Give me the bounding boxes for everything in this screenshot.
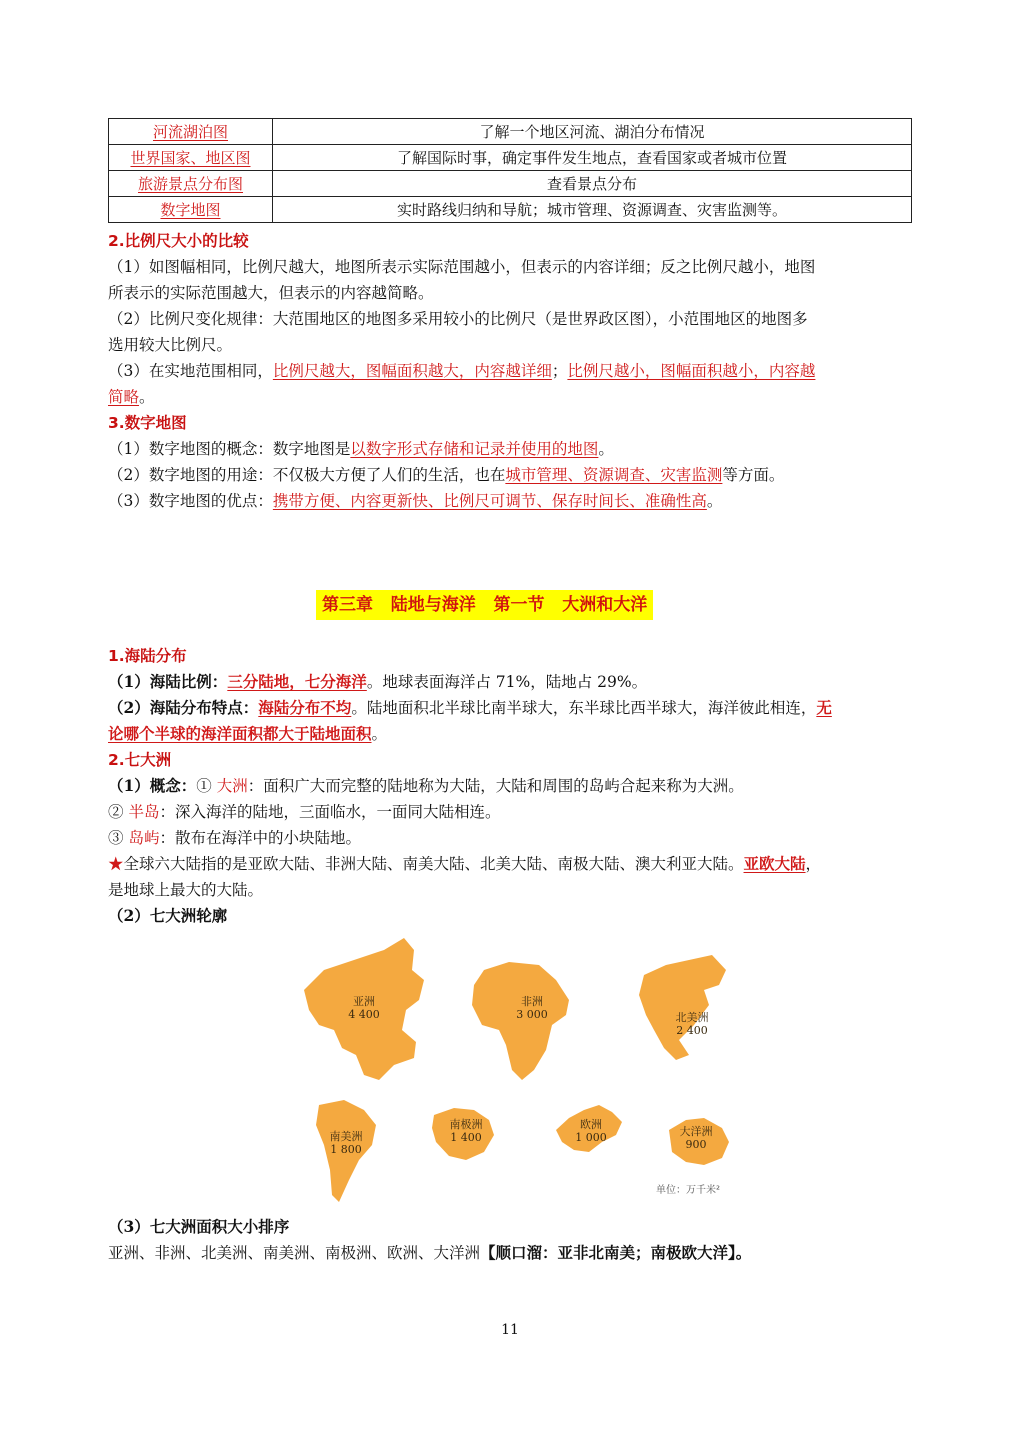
text-run: ③ xyxy=(108,829,129,847)
page-number: 11 xyxy=(501,1322,519,1338)
paragraph-line: 选用较大比例尺。 xyxy=(108,336,233,354)
star-icon: ★ xyxy=(108,855,124,873)
continent-area: 1 400 xyxy=(450,1131,482,1144)
mnemonic: 【顺口溜：亚非北南美；南极欧大洋】。 xyxy=(480,1243,752,1262)
key-point: 三分陆地，七分海洋 xyxy=(227,672,367,691)
term: 大洲 xyxy=(216,777,248,795)
key-point: 以数字形式存储和记录并使用的地图 xyxy=(350,440,599,458)
paragraph-line: （1）如图幅相同，比例尺越大，地图所表示实际范围越小，但表示的内容详细；反之比例尺越小，地图 xyxy=(108,258,816,276)
text-run: 。 xyxy=(139,388,155,406)
text-run: 亚洲、非洲、北美洲、南美洲、南极洲、欧洲、大洋洲 xyxy=(108,1244,481,1262)
table-row xyxy=(109,171,912,197)
continent-name: 南美洲 xyxy=(329,1130,363,1143)
label-bold: （2）海陆分布特点： xyxy=(108,698,259,717)
label-bold: （1）海陆比例： xyxy=(108,672,228,691)
section-heading-digital-map: 3.数字地图 xyxy=(108,414,187,432)
key-point: 携带方便、内容更新快、比例尺可调节、保存时间长、准确性高 xyxy=(272,492,707,510)
paragraph-line: 所表示的实际范围越大，但表示的内容越简略。 xyxy=(108,284,434,302)
africa-shape xyxy=(472,962,569,1080)
key-point: 比例尺越小，图幅面积越小，内容越 xyxy=(567,362,816,380)
continent-name: 北美洲 xyxy=(675,1011,709,1024)
paragraph-line xyxy=(108,436,912,462)
paragraph-line xyxy=(108,669,912,695)
continent-name: 亚洲 xyxy=(353,995,375,1008)
map-type-use: 实时路线归纳和导航；城市管理、资源调查、灾害监测等。 xyxy=(273,197,912,223)
paragraph-line xyxy=(108,799,912,825)
paragraph-line xyxy=(108,384,912,410)
table-row xyxy=(109,119,912,145)
continent-area: 1 800 xyxy=(330,1143,362,1156)
text-run: 。 xyxy=(706,492,723,510)
key-point: 城市管理、资源调查、灾害监测 xyxy=(505,466,723,484)
paragraph-line xyxy=(108,851,912,877)
key-point: 亚欧大陆 xyxy=(743,854,806,873)
key-point: 论哪个半球的海洋面积都大于陆地面积 xyxy=(108,724,372,743)
map-type-name: 河流湖泊图 xyxy=(109,119,273,145)
text-run: ， xyxy=(805,855,822,873)
continent-area: 3 000 xyxy=(516,1008,548,1021)
north-america-shape xyxy=(639,955,726,1060)
paragraph-line: 是地球上最大的大陆。 xyxy=(108,881,264,899)
table-row xyxy=(109,145,912,171)
subheading-outlines: （2）七大洲轮廓 xyxy=(108,906,228,925)
key-point: 无 xyxy=(816,698,832,717)
continent-name: 南极洲 xyxy=(449,1118,483,1131)
map-types-table xyxy=(108,118,912,223)
paragraph-line xyxy=(108,695,912,721)
text-run: 。陆地面积北半球比南半球大，东半球比西半球大，海洋彼此相连， xyxy=(351,699,817,717)
map-type-name: 数字地图 xyxy=(109,197,273,223)
continent-area: 900 xyxy=(685,1138,707,1151)
key-point: 比例尺越大，图幅面积越大，内容越详细 xyxy=(272,362,552,380)
paragraph-line xyxy=(108,358,912,384)
label-bold: （1）概念： xyxy=(108,776,197,795)
continent-area: 2 400 xyxy=(676,1024,708,1037)
paragraph-line xyxy=(108,721,912,747)
text-run: ：面积广大而完整的陆地称为大陆，大陆和周围的岛屿合起来称为大洲。 xyxy=(247,777,744,795)
text-run: （1）数字地图的概念：数字地图是 xyxy=(108,440,351,458)
key-point: 海陆分布不均 xyxy=(258,698,352,717)
text-run: 等方面。 xyxy=(722,466,785,484)
text-run: （3）在实地范围相同， xyxy=(108,362,273,380)
map-type-use: 了解一个地区河流、湖泊分布情况 xyxy=(273,119,912,145)
continent-area: 4 400 xyxy=(348,1008,380,1021)
text-run: ① xyxy=(196,777,217,795)
term: 半岛 xyxy=(128,803,160,821)
continents-svg xyxy=(294,930,764,1210)
map-type-name: 世界国家、地区图 xyxy=(109,145,273,171)
map-type-use: 查看景点分布 xyxy=(273,171,912,197)
term: 岛屿 xyxy=(128,829,160,847)
subheading-area-ranking: （3）七大洲面积大小排序 xyxy=(108,1217,290,1236)
text-run: ； xyxy=(551,362,568,380)
text-run: 。 xyxy=(598,440,614,458)
section-heading-continents: 2.七大洲 xyxy=(108,751,172,769)
paragraph-line xyxy=(108,488,912,514)
paragraph-line xyxy=(108,825,912,851)
paragraph-line: （2）比例尺变化规律：大范围地区的地图多采用较小的比例尺（是世界政区图），小范围地区的地图多 xyxy=(108,310,808,328)
section-heading-land-sea: 1.海陆分布 xyxy=(108,647,187,665)
text-run: 全球六大陆指的是亚欧大陆、非洲大陆、南美大陆、北美大陆、南极大陆、澳大利亚大陆。 xyxy=(123,855,744,873)
text-run: （3）数字地图的优点： xyxy=(108,492,273,510)
continent-name: 欧洲 xyxy=(580,1118,602,1131)
section-heading-scale: 2.比例尺大小的比较 xyxy=(108,232,249,250)
text-run: ② xyxy=(108,803,129,821)
paragraph-line xyxy=(108,773,912,799)
map-type-name: 旅游景点分布图 xyxy=(109,171,273,197)
continents-figure xyxy=(294,930,764,1210)
key-point: 简略 xyxy=(108,388,140,406)
text-run: ：深入海洋的陆地，三面临水，一面同大陆相连。 xyxy=(159,803,501,821)
text-run: ：散布在海洋中的小块陆地。 xyxy=(159,829,361,847)
table-row xyxy=(109,197,912,223)
text-run: 。 xyxy=(371,725,388,743)
continent-area: 1 000 xyxy=(575,1131,607,1144)
map-type-use: 了解国际时事，确定事件发生地点，查看国家或者城市位置 xyxy=(273,145,912,171)
paragraph-line xyxy=(108,1240,912,1266)
continent-name: 非洲 xyxy=(521,995,543,1008)
unit-label: 单位：万千米² xyxy=(656,1185,721,1196)
text-run: （2）数字地图的用途：不仅极大方便了人们的生活，也在 xyxy=(108,466,506,484)
chapter-title: 第三章 陆地与海洋 第一节 大洲和大洋 xyxy=(316,590,653,620)
paragraph-line xyxy=(108,462,912,488)
text-run: 。地球表面海洋占 71%，陆地占 29%。 xyxy=(366,673,648,691)
continent-name: 大洋洲 xyxy=(679,1125,713,1138)
